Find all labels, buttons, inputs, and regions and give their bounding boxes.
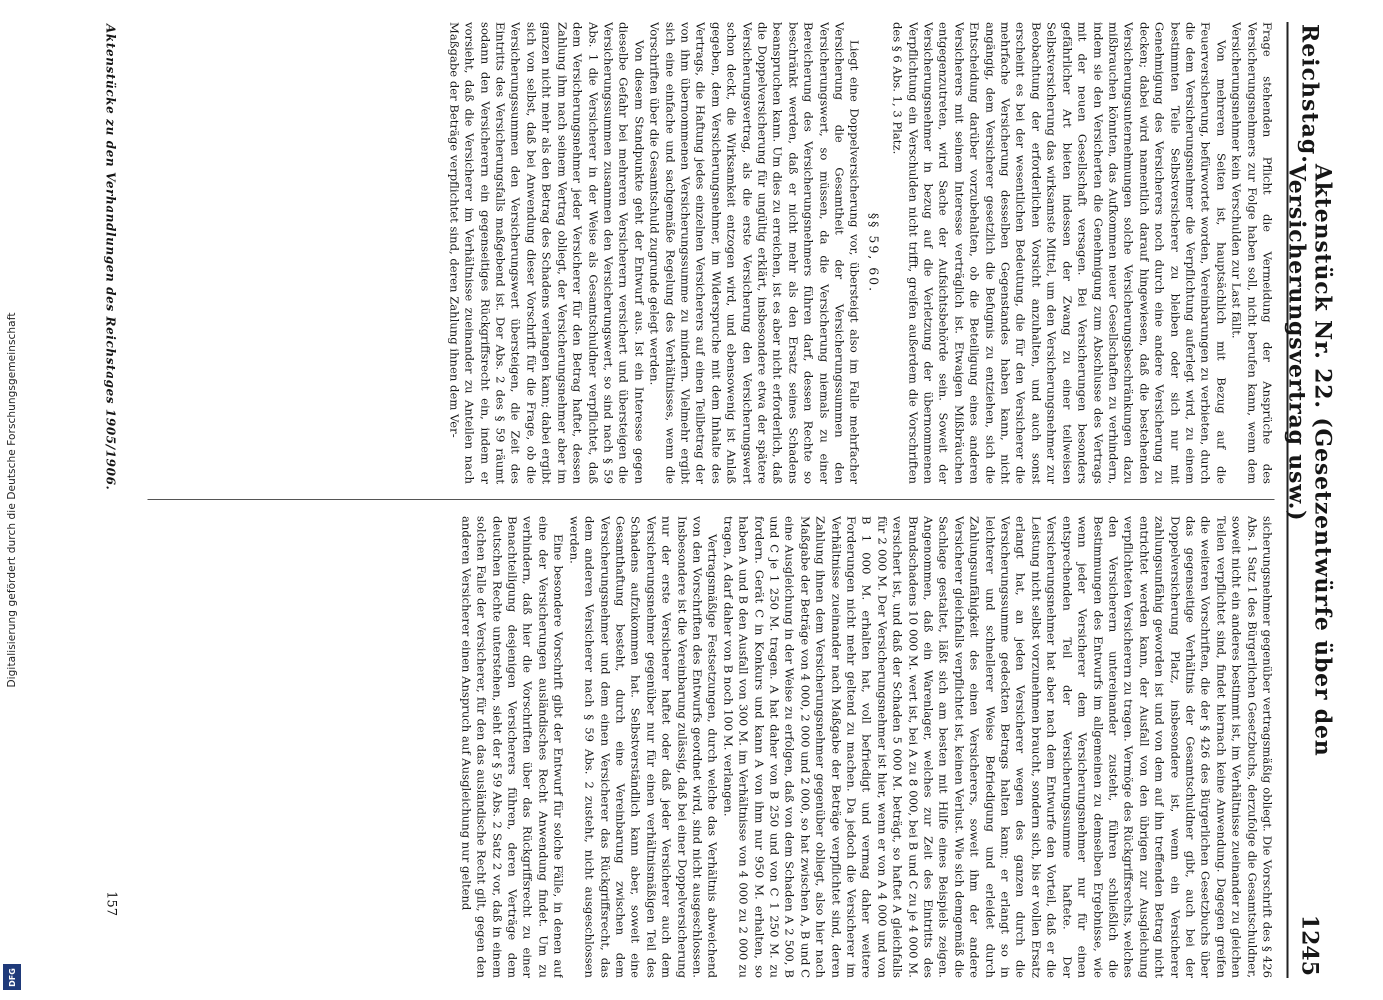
header-left: Reichstag. xyxy=(1296,24,1322,164)
paragraph: Von diesem Standpunkte geht der Entwurf aus. Ist ein Interesse gegen dieselbe Gefahr bei mehreren Versicherern versichert und übersteigen die Versicherungssummen zusammen den Versicherungswert, so sind nach § 59 Abs. 1 die Versicherer in der Weise als Gesamtschuldner verpflichtet, daß dem Versicherungsnehmer jeder Versicherer für den Betrag haftet, dessen Zahlung ihm nach seinem Vertrag obliegt, der Versicherungsnehmer aber im ganzen nicht mehr als den Betrag des Schadens verlangen kann; dabei ergibt sich von selbst, daß bei Anwendung dieser Vorschrift für die Frage, ob die Versicherungssummen den Versicherungswert übersteigen, die Zeit des Eintritts des Versicherungsfalls maßgebend ist. Der Abs. 2 des § 59 räumt sodann den Versicherern ein gegenseitiges Rückgriffsrecht ein, indem er vorsieht, daß die Versicherer im Verhältnisse zueinander zu Anteilen nach Maßgabe der Beträge verpflichtet sind, deren Zahlung ihnen dem Ver- xyxy=(446,22,646,484)
scanned-page xyxy=(85,22,1335,978)
left-column xyxy=(145,22,1274,484)
column-divider xyxy=(147,499,1274,500)
digitization-notice: Digitalisierung gefördert durch die Deutsche Forschungsgemeinschaft xyxy=(6,312,18,688)
rotated-sheet xyxy=(85,22,1335,978)
paragraph: Frage stehenden Pflicht die Vermeidung der Ansprüche des Versicherungsnehmers zur Folge haben soll, nicht berufen kann, wenn dem Versicherungsnehmer kein Verschulden zur Last fällt. xyxy=(1229,22,1274,484)
section-heading: §§ 59, 60. xyxy=(865,212,881,294)
right-column xyxy=(145,516,1274,978)
page-header xyxy=(1283,22,1335,978)
paragraph: sicherungsnehmer gegenüber vertragsmäßig obliegt. Die Vorschrift des § 426 Abs. 1 Satz 1 des Bürgerlichen Gesetzbuchs, derzufolge die Gesamtschuldner, soweit nicht ein anderes bestimmt ist, im Verhältnisse zueinander zu gleichen Teilen verpflichtet sind, findet hiernach keine Anwendung. Dagegen greifen die weiteren Vorschriften, die der § 426 des Bürgerlichen Gesetzbuchs über das gegenseitige Verhältnis der Gesamtschuldner gibt, auch bei der Doppelversicherung Platz, insbesondere ist, wenn ein Versicherer zahlungsunfähig geworden ist und von dem auf ihn treffenden Betrag nicht entrichtet werden kann, der Ausfall von den übrigen zur Ausgleichung verpflichteten Versicherern zu tragen. Vermöge des Rückgriffsrechts, welches den Versicherern untereinander zusteht, führen schließlich die Bestimmungen des Entwurfs im allgemeinen zu demselben Ergebnisse, wie wenn jeder Versicherer dem Versicherungsnehmer nur für einen entsprechenden Teil der Versicherungssumme haftete. Der Versicherungsnehmer hat aber nach dem Entwurfe den Vorteil, daß er die Leistung nicht selbst vorzunehmen braucht, sondern sich, bis er vollen Ersatz erlangt hat, an jeden Versicherer wegen des ganzen durch die Versicherungssumme gedeckten Betrags halten kann; er erlangt so in leichterer und schnellerer Weise Befriedigung und erleidet durch Zahlungsunfähigkeit des einen Versicherers, soweit ihm der andere Versicherer gleichfalls verpflichtet ist, keinen Verlust. Wie sich demgemäß die Sachlage gestaltet, läßt sich am besten mit Hilfe eines Beispiels zeigen. Angenommen, daß ein Warenlager, welches zur Zeit des Eintritts des Brandschadens 10 000 M. wert ist, bei A zu 8 000, bei B und C zu je 4 000 M. versichert ist, und daß der Schaden 5 000 M. beträgt, so haftet A gleichfalls für 2 000 M. Der Versicherungsnehmer ist hier, wenn er von A 4 000 und von B 1 000 M. erhalten hat, voll befriedigt und vermag daher weitere Forderungen nicht mehr geltend zu machen. Da jedoch die Versicherer im Verhältnisse zueinander nach Maßgabe der Beträge verpflichtet sind, deren Zahlung ihnen dem Versicherungsnehmer gegenüber obliegt, also hier nach Maßgabe der Beträge von 4 000, 2 000 und 2 000, so hat zwischen A, B und C eine Ausgleichung in der Weise zu erfolgen, daß von dem Schaden A 2 500, B und C je 1 250 M. tragen. A hat daher von B 250 und von C 1 250 M. zu fordern. Gerät C in Konkurs und kann A von ihm nur 950 M. erhalten, so haben A und B den Ausfall von 300 M. im Verhältnisse von 4 000 zu 2 000 zu tragen, A darf daher von B noch 100 M. verlangen. xyxy=(720,516,1274,978)
paragraph: Liegt eine Doppelversicherung vor, übersteigt also im Falle mehrfacher Versicherung die Gesamtheit der Versicherungssummen den Versicherungswert, so müssen, da die Versicherung niemals zu einer Bereicherung des Versicherungsnehmers führen darf, dessen Rechte so beschränkt werden, daß er nicht mehr als den Ersatz seines Schadens beanspruchen kann. Um dies zu erreichen, ist es aber nicht erforderlich, daß die Doppelversicherung für ungültig erklärt, insbesondere etwa der spätere Versicherungsvertrag, als die erste Versicherung den Versicherungswert schon deckt, die Wirksamkeit entzogen wird, und ebensowenig ist Anlaß gegeben, dem Versicherungsnehmer, im Widerspruche mit dem Inhalte des Vertrags, die Haftung jedes einzelnen Versicherers auf einen Teilbetrag der von ihm übernommenen Versicherungssumme zu mindern. Vielmehr ergibt sich eine einfache und sachgemäße Regelung des Verhältnisses, wenn die Vorschriften über die Gesamtschuld zugrunde gelegt werden. xyxy=(647,22,862,484)
paragraph: Vertragsmäßige Festsetzungen, durch welche das Verhältnis abweichend von den Vorschriften des Entwurfs geordnet wird, sind nicht ausgeschlossen. Insbesondere ist die Vereinbarung zulässig, daß bei einer Doppelversicherung nur der erste Versicherer haftet oder daß jeder Versicherer auch dem Versicherungsnehmer gegenüber nur für einen verhältnismäßigen Teil des Schadens aufzukommen hat. Selbstverständlich kann aber, soweit eine Gesamthaftung besteht, durch eine Vereinbarung zwischen dem Versicherungsnehmer und dem einen Versicherer das Rückgriffsrecht, das dem anderen Versicherer nach § 59 Abs. 2 zusteht, nicht ausgeschlossen werden. xyxy=(566,516,720,978)
dfg-logo xyxy=(3,964,21,990)
footer-page-number: 157 xyxy=(103,891,118,916)
paragraph: Von mehreren Seiten ist, hauptsächlich mit Bezug auf die Feuerversicherung, befürwortet worden, Vereinbarungen zu verbieten, durch die dem Versicherungsnehmer die Verpflichtung auferlegt wird, zu einem bestimmten Teile Selbstversicherer zu bleiben oder sich nur mit Genehmigung des Versicherers noch durch eine andere Versicherung zu decken; dabei wird namentlich darauf hingewiesen, daß die bestehenden Versicherungsunternehmungen solche Versicherungsbeschränkungen dazu mißbrauchen könnten, das Aufkommen neuer Gesellschaften zu verhindern, indem sie den Versicherten die Genehmigung zum Abschlusse des Vertrags mit der neuen Gesellschaft versagen. Bei Versicherungen besonders gefährlicher Art bieten indessen der Zwang zu einer teilweisen Selbstversicherung das wirksamste Mittel, um den Versicherungsnehmer zur Beobachtung der erforderlichen Vorsicht anzuhalten, und auch sonst erscheint es bei der wesentlichen Bedeutung, die für den Versicherer die mehrfache Versicherung desselben Gegenstandes haben kann, nicht angängig, dem Versicherer gesetzlich die Befugnis zu entziehen, sich die Entscheidung darüber vorzubehalten, ob die Beteiligung eines anderen Versicherers mit seinem Interesse verträglich ist. Etwaigen Mißbräuchen entgegenzutreten, wird Sache der Aufsichtsbehörde sein. Soweit der Versicherungsnehmer in bezug auf die Verletzung der übernommenen Verpflichtung ein Verschulden nicht trifft, greifen außerdem die Vorschriften des § 6 Abs. 1, 3 Platz. xyxy=(890,22,1228,484)
footer-source: Aktenstücke zu den Verhandlungen des Reichstages 1905/1906. xyxy=(103,24,117,491)
dfg-logo-text: DFG xyxy=(7,967,17,987)
page-footer xyxy=(103,22,133,978)
paragraph: Eine besondere Vorschrift gibt der Entwurf für solche Fälle, in denen auf eine der Versicherungen ausländisches Recht Anwendung findet. Um zu verhindern, daß hier die Vorschriften über das Rückgriffsrecht zu einer Benachteiligung desjenigen Versicherers führen, deren Verträge dem deutschen Rechte unterstehen, sieht der § 59 Abs. 2 Satz 2 vor, daß in einem solchen Falle der Versicherer, für den das ausländische Recht gilt, gegen den anderen Versicherer einen Anspruch auf Ausgleichung nur geltend xyxy=(458,516,566,978)
header-page-number: 1245 xyxy=(1296,914,1322,976)
digitization-strip xyxy=(0,0,24,1000)
header-title: Aktenstück Nr. 22. (Gesetzentwürfe über den Versicherungsvertrag usw.) xyxy=(1283,163,1335,757)
